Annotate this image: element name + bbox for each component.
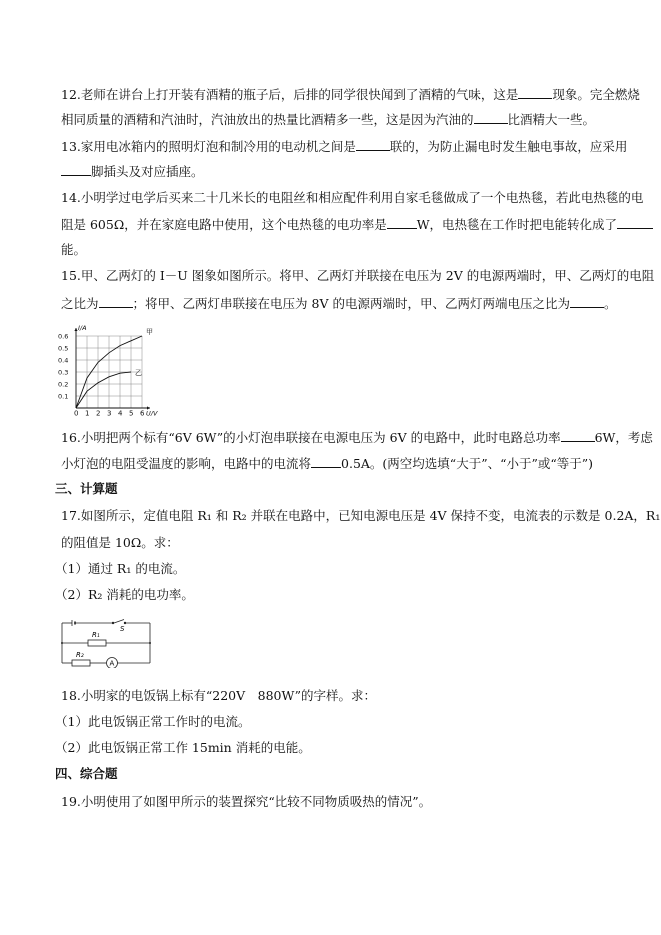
q17-part1: （1）通过 R₁ 的电流。 — [55, 561, 186, 576]
q18-part1: （1）此电饭锅正常工作时的电流。 — [55, 714, 251, 729]
y-axis-label: I/A — [78, 324, 87, 332]
q14-text-3: W，电热毯在工作时把电能转化成了 — [416, 217, 618, 232]
x-axis-label: U/V — [146, 409, 158, 416]
x-tick-label: 6 — [140, 409, 145, 416]
circuit-diagram — [58, 618, 154, 668]
q13-blank-1 — [356, 138, 390, 151]
q17-line2 — [61, 535, 179, 551]
q16-line1 — [61, 429, 653, 446]
q18-text-1: 18.小明家的电饭锅上标有“220V 880W”的字样。求： — [61, 688, 376, 703]
section-4-heading: 四、综合题 — [55, 766, 118, 781]
y-tick-label: 0.6 — [58, 332, 69, 341]
q13-text-3: 脚插头及对应插座。 — [91, 164, 204, 179]
q17-text-2: 的阻值是 10Ω。求： — [61, 535, 179, 550]
q13-blank-2 — [61, 163, 91, 176]
q18-part2: （2）此电饭锅正常工作 15min 消耗的电能。 — [55, 740, 311, 755]
q15-text-1: 15.甲、乙两灯的 I－U 图象如图所示。将甲、乙两灯并联接在电压为 2V 的电源两端时，甲、乙两灯的电阻 — [61, 268, 655, 283]
q14-blank-2 — [617, 216, 653, 229]
q15-blank-2 — [570, 295, 604, 308]
r1-resistor — [88, 640, 106, 646]
q16-text-3: 小灯泡的电阻受温度的影响，电路中的电流将 — [61, 456, 312, 471]
series-label-1: 甲 — [146, 328, 153, 336]
q15-text-4: 。 — [603, 296, 617, 311]
q16-blank-2 — [311, 455, 341, 468]
q14-text-1: 14.小明学过电学后买来二十几米长的电阻丝和相应配件利用自家毛毯做成了一个电热毯，若此电热毯的电 — [61, 190, 644, 205]
q14-line3 — [61, 242, 86, 258]
y-tick-label: 0.1 — [58, 392, 69, 401]
q12-blank-1 — [518, 86, 552, 99]
q14-line2 — [61, 216, 653, 233]
q17-part2: （2）R₂ 消耗的电功率。 — [55, 587, 194, 602]
q19-line1 — [61, 794, 431, 810]
q14-blank-1 — [387, 216, 417, 229]
q17-text-1: 17.如图所示，定值电阻 R₁ 和 R₂ 并联在电路中，已知电源电压是 4V 保持不变，电流表的示数是 0.2A，R₁ — [61, 508, 661, 523]
q15-blank-1 — [99, 295, 133, 308]
q16-text-4: 0.5A。(两空均选填“大于”、“小于”或“等于”) — [341, 456, 594, 471]
r2-label: R₂ — [76, 651, 84, 659]
y-tick-label: 0.4 — [58, 356, 69, 365]
r2-resistor — [72, 660, 90, 666]
q12-blank-2 — [474, 111, 508, 124]
q16-text-2: 6W，考虑 — [594, 430, 653, 445]
q16-blank-1 — [561, 429, 595, 442]
iu-chart — [56, 324, 176, 416]
q12-text-1: 12.老师在讲台上打开装有酒精的瓶子后，后排的同学很快闻到了酒精的气味，这是 — [61, 87, 519, 102]
q16-line2 — [61, 455, 593, 472]
x-tick-label: 1 — [85, 409, 90, 416]
q19-text-1: 19.小明使用了如图甲所示的装置探究“比较不同物质吸热的情况”。 — [61, 794, 432, 809]
section-3-heading: 三、计算题 — [55, 481, 118, 496]
x-tick-label: 2 — [96, 409, 101, 416]
series-line-2 — [76, 372, 131, 408]
y-tick-label: 0.5 — [58, 344, 69, 353]
switch-blade — [114, 620, 124, 624]
q14-text-2: 阻是 605Ω，并在家庭电路中使用，这个电热毯的电功率是 — [61, 217, 387, 232]
y-tick-label: 0.2 — [58, 380, 69, 389]
q15-text-3: ；将甲、乙两灯串联接在电压为 8V 的电源两端时，甲、乙两灯两端电压之比为 — [132, 296, 570, 311]
q12-text-3: 相同质量的酒精和汽油时，汽油放出的热量比酒精多一些，这是因为汽油的 — [61, 112, 474, 127]
q15-line2 — [61, 295, 616, 312]
x-tick-label: 4 — [118, 409, 123, 416]
q12-line2 — [61, 111, 595, 128]
x-tick-label: 0 — [74, 409, 79, 416]
q13-line2 — [61, 163, 204, 180]
series-label-2: 乙 — [135, 369, 142, 377]
x-tick-label: 3 — [107, 409, 112, 416]
q12-text-4: 比酒精大一些。 — [507, 112, 596, 127]
q13-text-2: 联的，为防止漏电时发生触电事故，应采用 — [389, 139, 628, 154]
q15-text-2: 之比为 — [61, 296, 99, 311]
q17-line1 — [61, 508, 660, 524]
q18-line1 — [61, 688, 376, 704]
ammeter-label: A — [109, 659, 115, 668]
q13-text-1: 13.家用电冰箱内的照明灯泡和制冷用的电动机之间是 — [61, 139, 356, 154]
q14-line1 — [61, 190, 643, 206]
q12-line1 — [61, 86, 640, 103]
y-tick-label: 0.3 — [58, 368, 69, 377]
switch-label: S — [120, 625, 125, 633]
x-tick-label: 5 — [129, 409, 134, 416]
r1-label: R₁ — [92, 631, 100, 639]
q16-text-1: 16.小明把两个标有“6V 6W”的小灯泡串联接在电源电压为 6V 的电路中，此时电路总功率 — [61, 430, 561, 445]
q12-text-2: 现象。完全燃烧 — [552, 87, 640, 102]
q13-line1 — [61, 138, 627, 155]
q14-text-4: 能。 — [61, 242, 87, 257]
q15-line1 — [61, 268, 654, 284]
